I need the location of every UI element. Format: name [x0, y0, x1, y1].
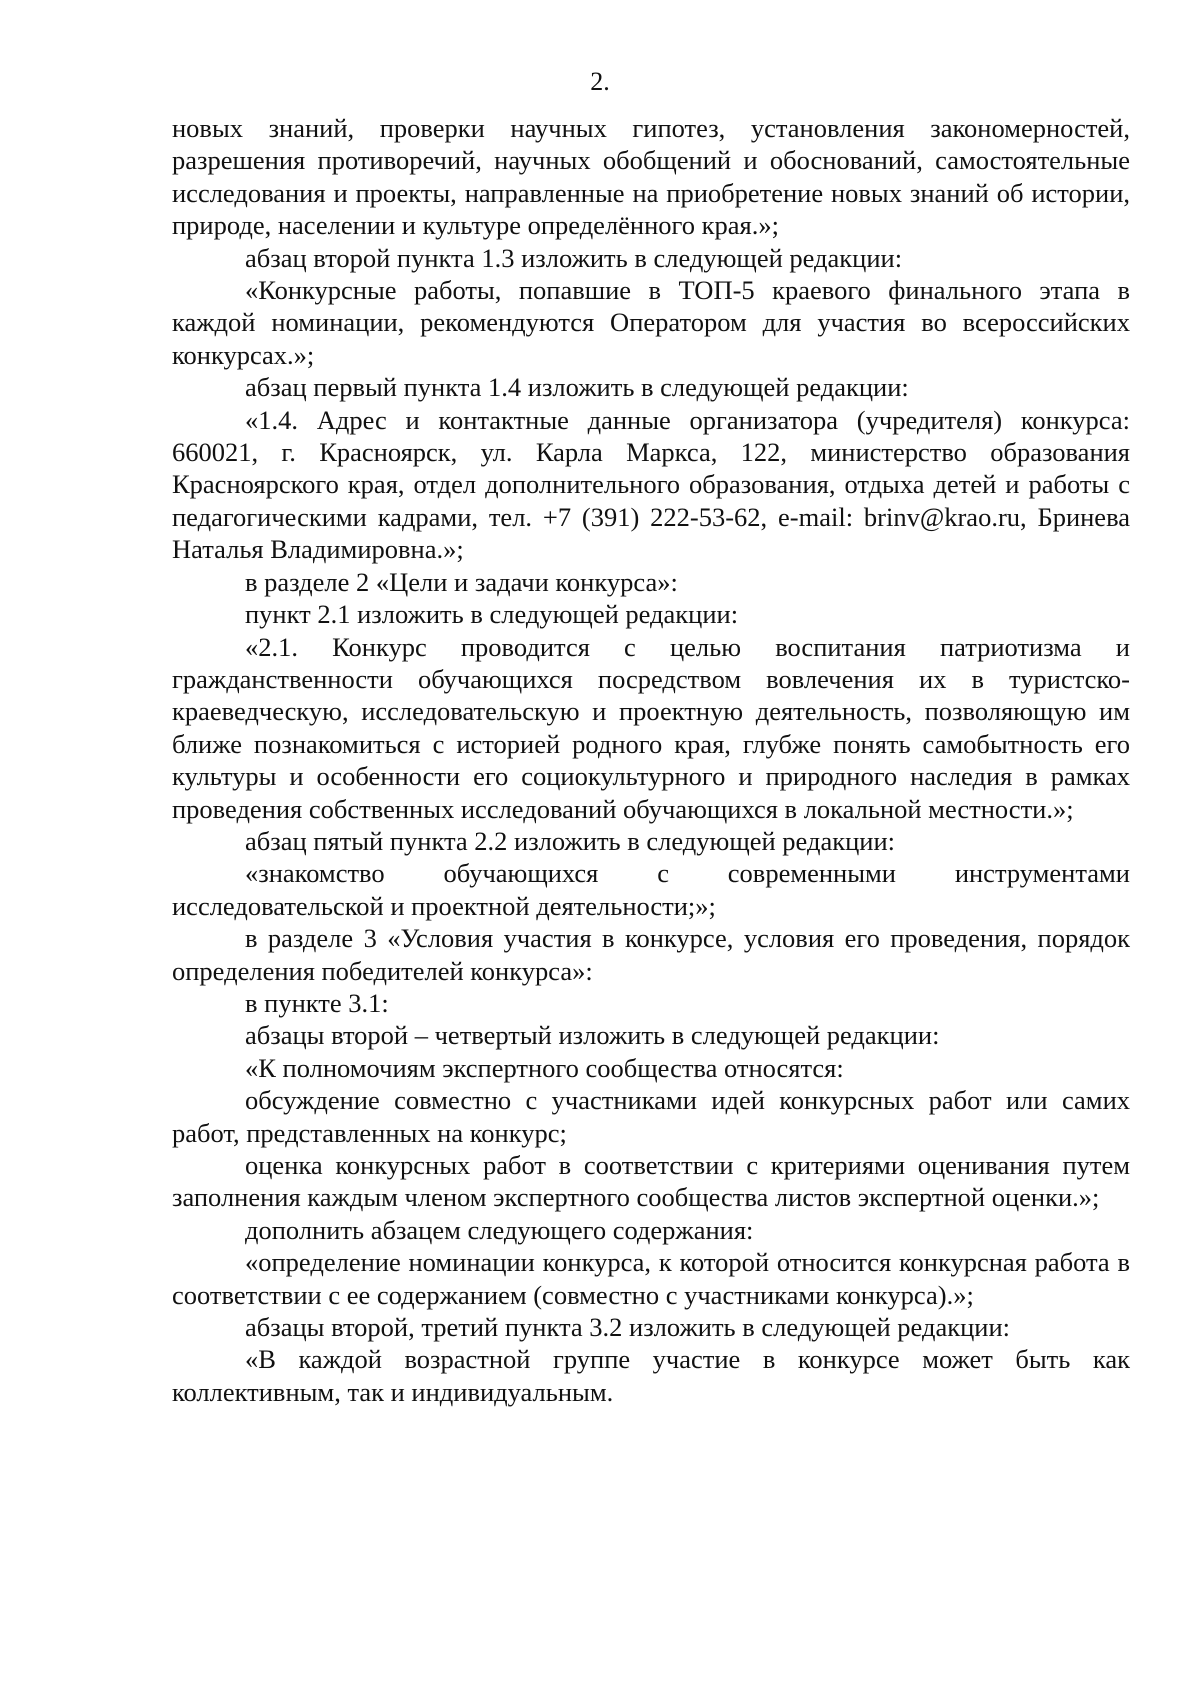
- paragraph: новых знаний, проверки научных гипотез, установления закономерностей, разрешения противоречий, научных обобщений и обоснований, самостоятельные исследования и проекты, направленные на приобретение новых знаний об истории, природе, населении и культуре определённого края.»;: [172, 113, 1130, 241]
- paragraph: абзацы второй – четвертый изложить в следующей редакции:: [245, 1020, 940, 1051]
- paragraph: оценка конкурсных работ в соответствии с критериями оценивания путем заполнения каждым членом экспертного сообщества листов экспертной оценки.»;: [172, 1150, 1130, 1213]
- paragraph: «определение номинации конкурса, к которой относится конкурсная работа в соответствии с ее содержанием (совместно с участниками конкурса).»;: [172, 1247, 1130, 1310]
- page-number: 2.: [590, 67, 610, 96]
- paragraph: в пункте 3.1:: [245, 987, 389, 1018]
- paragraph: пункт 2.1 изложить в следующей редакции:: [245, 599, 739, 630]
- document-body: [172, 112, 1130, 1408]
- paragraph: «В каждой возрастной группе участие в конкурсе может быть как коллективным, так и индивидуальным.: [172, 1344, 1130, 1407]
- paragraph: в разделе 2 «Цели и задачи конкурса»:: [245, 566, 678, 597]
- paragraph: «1.4. Адрес и контактные данные организатора (учредителя) конкурса: 660021, г. Красноярск, ул. Карла Маркса, 122, министерство образования Красноярского края, отдел дополнительного образования, отдыха детей и работы с педагогическими кадрами, тел. +7 (391) 222-53-62, e-mail: brinv@krao.ru, Бринева Наталья Владимировна.»;: [172, 404, 1130, 565]
- paragraph: абзац второй пункта 1.3 изложить в следующей редакции:: [245, 242, 903, 273]
- paragraph: «Конкурсные работы, попавшие в ТОП-5 краевого финального этапа в каждой номинации, рекомендуются Оператором для участия во всероссийских конкурсах.»;: [172, 275, 1130, 370]
- paragraph: «2.1. Конкурс проводится с целью воспитания патриотизма и гражданственности обучающихся посредством вовлечения их в туристско-краеведческую, исследовательскую и проектную деятельность, позволяющую им ближе познакомиться с историей родного края, глубже понять самобытность его культуры и особенности его социокультурного и природного наследия в рамках проведения собственных исследований обучающихся в локальной местности.»;: [172, 631, 1130, 824]
- paragraph: абзацы второй, третий пункта 3.2 изложить в следующей редакции:: [245, 1312, 1010, 1343]
- paragraph: в разделе 3 «Условия участия в конкурсе, условия его проведения, порядок определения победителей конкурса»:: [172, 923, 1130, 986]
- paragraph: обсуждение совместно с участниками идей конкурсных работ или самих работ, представленных на конкурс;: [172, 1085, 1130, 1148]
- paragraph: дополнить абзацем следующего содержания:: [245, 1214, 754, 1245]
- paragraph: «К полномочиям экспертного сообщества относятся:: [245, 1052, 844, 1083]
- paragraph: абзац первый пункта 1.4 изложить в следующей редакции:: [245, 372, 909, 403]
- paragraph: «знакомство обучающихся с современными инструментами исследовательской и проектной деятельности;»;: [172, 858, 1130, 921]
- paragraph: абзац пятый пункта 2.2 изложить в следующей редакции:: [245, 825, 896, 856]
